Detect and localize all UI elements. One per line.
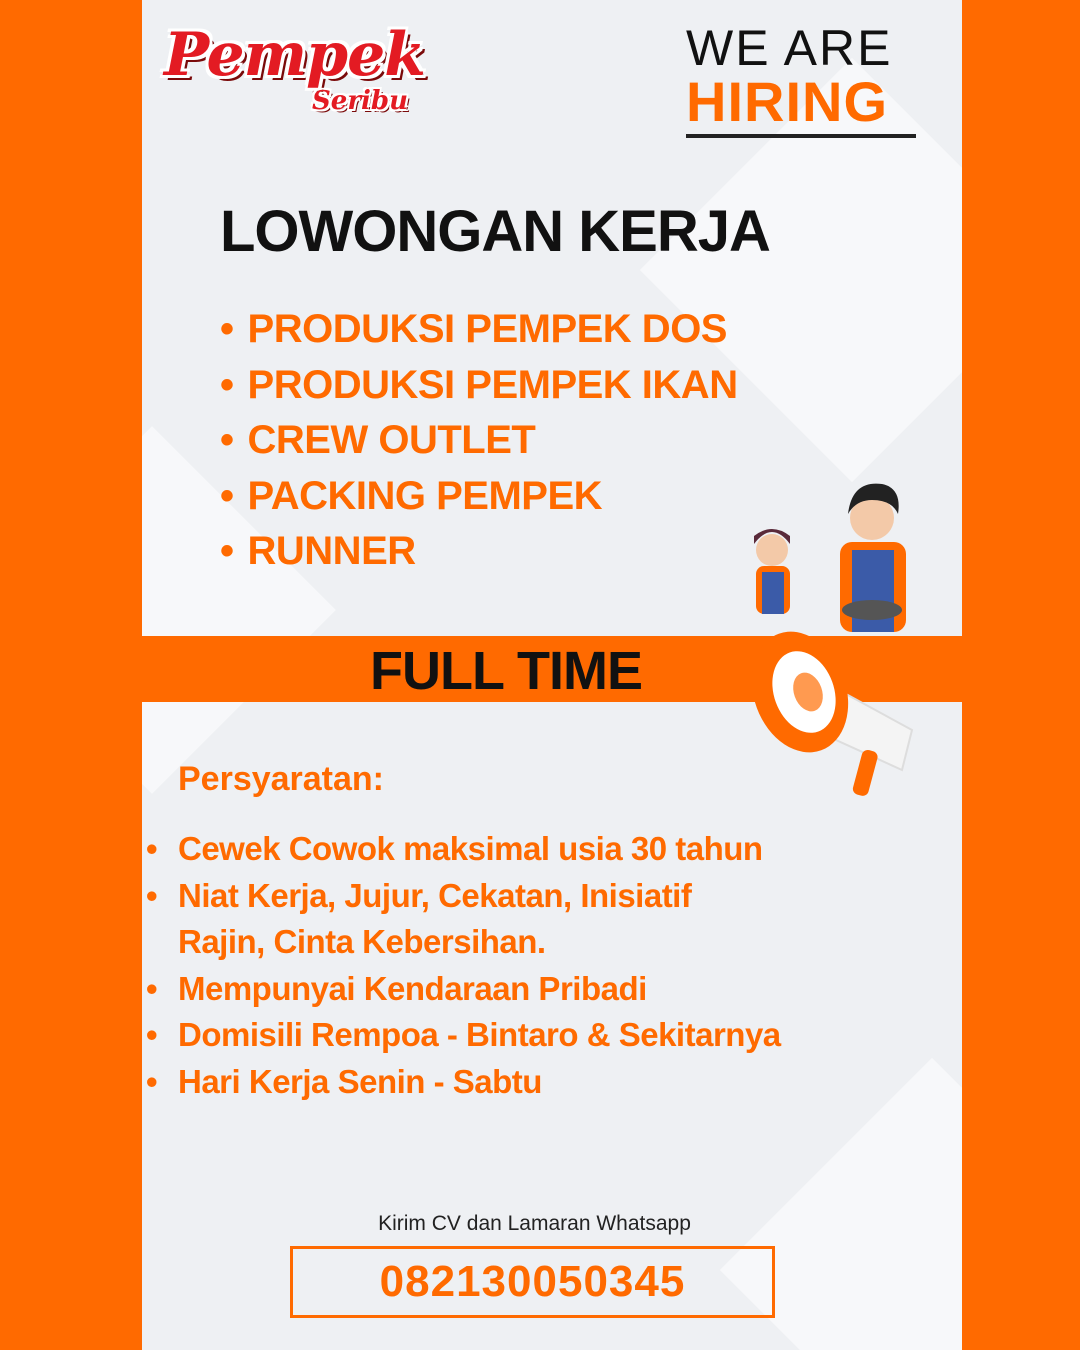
position-item: • PACKING PEMPEK [220, 469, 738, 525]
requirement-item: • Hari Kerja Senin - Sabtu [146, 1059, 946, 1106]
hiring-line1: WE ARE [686, 20, 893, 76]
requirement-item: • Niat Kerja, Jujur, Cekatan, Inisiatif Rajin, Cinta Kebersihan. [146, 873, 786, 966]
requirement-item: • Mempunyai Kendaraan Pribadi [146, 966, 946, 1013]
hiring-heading [686, 22, 918, 138]
phone-number: 082130050345 [290, 1246, 775, 1318]
requirements-title: Persyaratan: [178, 760, 385, 798]
position-item: • RUNNER [220, 524, 738, 580]
requirements-list [146, 826, 946, 1105]
employment-type: FULL TIME [370, 641, 642, 701]
position-item: • PRODUKSI PEMPEK IKAN [220, 358, 738, 414]
pan [842, 600, 902, 620]
position-item: • PRODUKSI PEMPEK DOS [220, 302, 738, 358]
brand-name: Pempek [164, 20, 425, 90]
woman-apron [762, 572, 784, 614]
hiring-line2: HIRING [686, 70, 888, 133]
poster-panel [142, 0, 962, 1350]
megaphone-icon [742, 618, 912, 797]
brand-sub: Seribu [312, 86, 408, 116]
position-item: • CREW OUTLET [220, 413, 738, 469]
workers-illustration [742, 470, 942, 810]
page-title: LOWONGAN KERJA [220, 199, 770, 264]
positions-list [220, 302, 738, 580]
contact-label: Kirim CV dan Lamaran Whatsapp [378, 1212, 691, 1235]
woman-head [756, 534, 788, 566]
requirement-item: • Domisili Rempoa - Bintaro & Sekitarnya [146, 1012, 946, 1059]
brand-logo [164, 20, 425, 130]
requirement-item: • Cewek Cowok maksimal usia 30 tahun [146, 826, 946, 873]
hiring-underline [686, 134, 916, 138]
